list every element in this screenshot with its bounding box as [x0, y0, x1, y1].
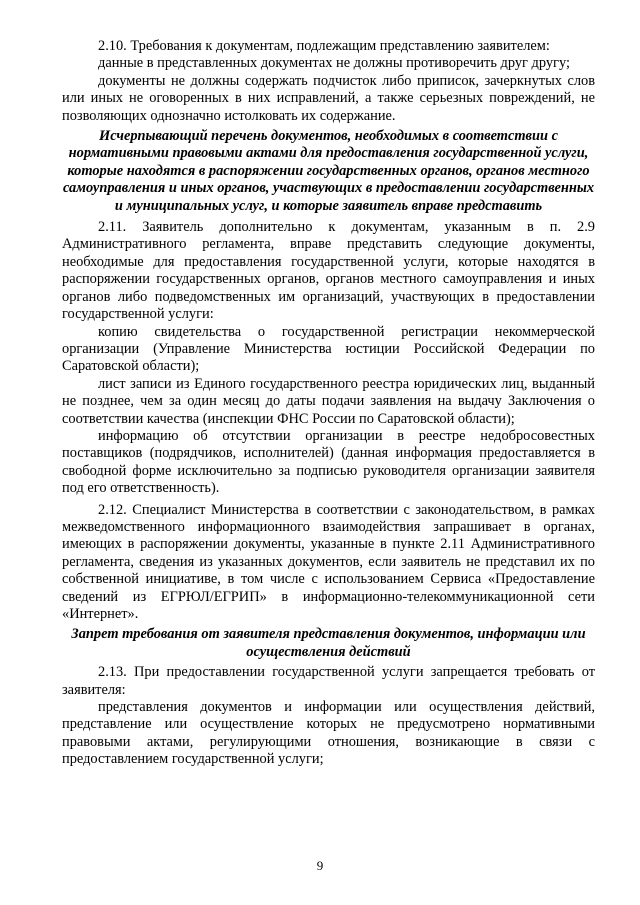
page-number: 9	[316, 858, 324, 873]
paragraph-2-13-intro: 2.13. При предоставлении государственной услуги запрещается требовать от заявителя:	[62, 664, 595, 698]
paragraph-2-10-item: документы не должны содержать подчисток либо приписок, зачеркнутых слов или иных не оговоренных в них исправлений, а также серьезных повреждений, не позволяющих однозначно истолковать их содержание.	[62, 72, 595, 124]
section-heading-documents-list: Исчерпывающий перечень документов, необходимых в соответствии с нормативными правовыми актами для предоставления государственной услуги, которые находятся в распоряжении государственных органов, органов местного самоуправления и иных органов, участвующих в предоставлении государственных и муниципальных услуг, и которые заявитель вправе представить	[62, 128, 595, 214]
paragraph-2-11-item: лист записи из Единого государственного реестра юридических лиц, выданный не позднее, чем за один месяц до даты подачи заявления на выдачу Заключения о соответствии качества (инспекции ФНС России по Саратовской области);	[62, 375, 595, 427]
paragraph-2-10-title: 2.10. Требования к документам, подлежащим представлению заявителем:	[98, 38, 550, 54]
document-body	[62, 38, 595, 769]
paragraph-2-10-item: данные в представленных документах не должны противоречить друг другу;	[98, 55, 570, 72]
section-heading-prohibition: Запрет требования от заявителя представления документов, информации или осуществления действий	[71, 626, 586, 660]
paragraph-2-12: 2.12. Специалист Министерства в соответствии с законодательством, в рамках межведомственного информационного взаимодействия запрашивает в органах, имеющих в распоряжении документы, указанные в пункте 2.11 Административного регламента, сведения из указанных документов, если заявитель не представил их по собственной инициативе, в том числе с использованием Сервиса «Предоставление сведений из ЕГРЮЛ/ЕГРИП» в информационно-телекоммуникационной сети «Интернет».	[62, 501, 595, 622]
paragraph-2-11-intro: 2.11. Заявитель дополнительно к документам, указанным в п. 2.9 Административного регламента, вправе представить следующие документы, необходимые для предоставления государственной услуги, которые находятся в распоряжении государственных органов, органов местного самоуправления и иных органов либо подведомственных им организаций, участвующих в предоставлении государственной услуги:	[62, 219, 595, 323]
paragraph-2-11-item: информацию об отсутствии организации в реестре недобросовестных поставщиков (подрядчиков, исполнителей) (данная информация предоставляется в свободной форме исключительно за подписью руководителя организации заявителя под его ответственность).	[62, 427, 595, 497]
paragraph-2-13-item: представления документов и информации или осуществления действий, представление или осуществление которых не предусмотрено нормативными правовыми актами, регулирующими отношения, возникающие в связи с предоставлением государственной услуги;	[62, 699, 595, 768]
paragraph-2-11-item: копию свидетельства о государственной регистрации некоммерческой организации (Управление Министерства юстиции Российской Федерации по Саратовской области);	[62, 323, 595, 375]
